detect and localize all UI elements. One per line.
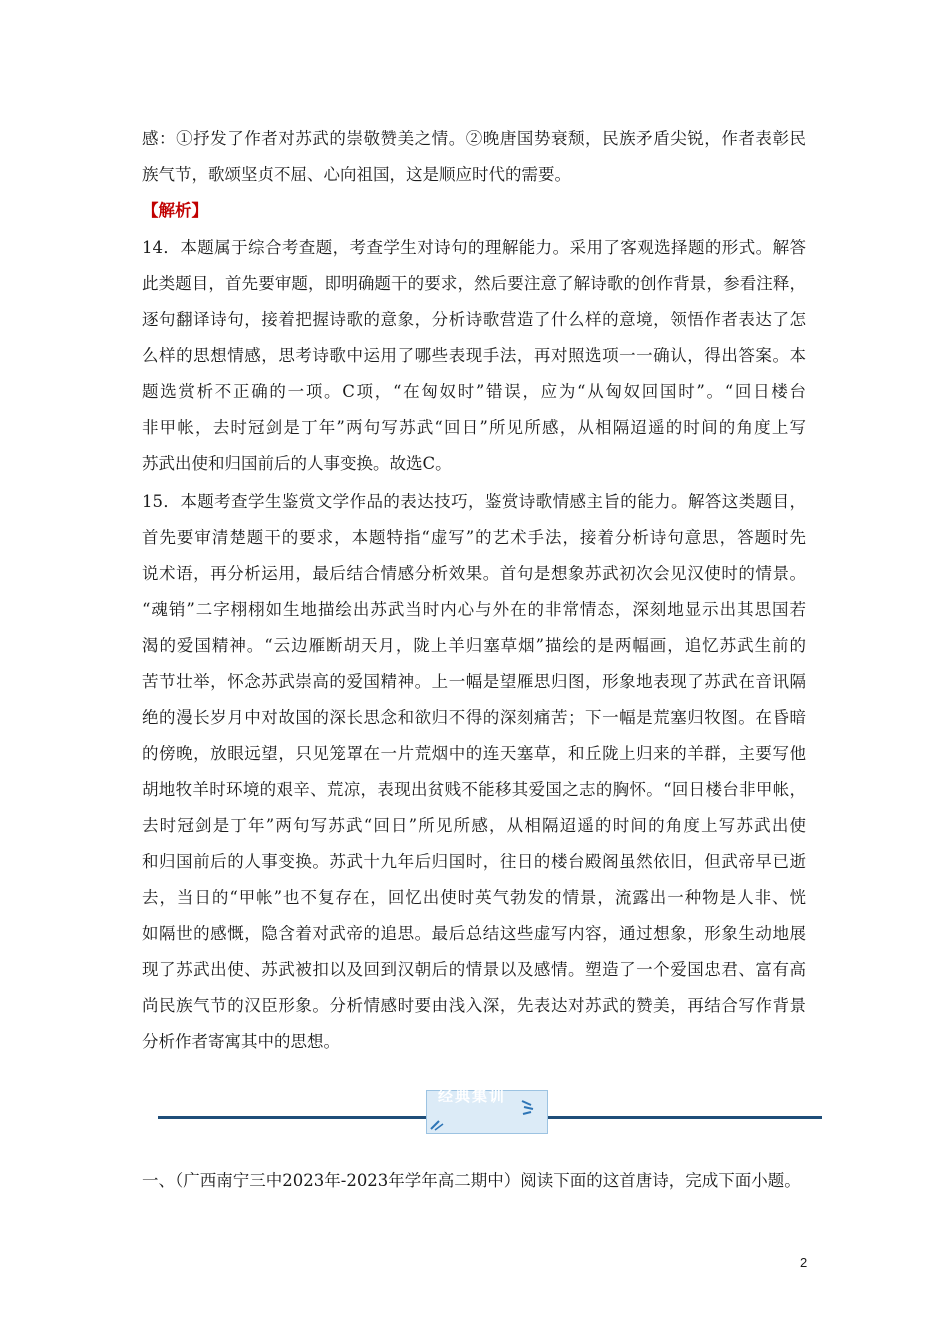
text-line: 么样的思想情感，思考诗歌中运用了哪些表现手法，再对照选项一一确认，得出答案。本: [142, 346, 806, 365]
text-line: 苏武出使和归国前后的人事变换。故选C。: [142, 454, 452, 473]
banner-label: 经典集训: [437, 1087, 506, 1105]
text-line: 胡地牧羊时环境的艰辛、荒凉，表现出贫贱不能移其爱国之志的胸怀。“回日楼台非甲帐，: [142, 780, 806, 799]
text-line: 分析作者寄寓其中的思想。: [142, 1032, 340, 1051]
text-line: 的傍晚，放眼远望，只见笼罩在一片荒烟中的连天塞草，和丘陇上归来的羊群，主要写他: [142, 744, 806, 763]
text-line: 绝的漫长岁月中对故国的深长思念和欲归不得的深刻痛苦；下一幅是荒塞归牧图。在昏暗: [142, 708, 806, 727]
section-banner: [158, 1087, 822, 1138]
banner-swoosh-icon: [519, 1097, 543, 1119]
text-line: 题选赏析不正确的一项。C项，“在匈奴时”错误，应为“从匈奴回国时”。“回日楼台: [142, 382, 806, 401]
text-line: 此类题目，首先要审题，即明确题干的要求，然后要注意了解诗歌的创作背景，参看注释，: [142, 274, 806, 293]
text-line: 逐句翻译诗句，接着把握诗歌的意象，分析诗歌营造了什么样的意境，领悟作者表达了怎: [142, 310, 806, 329]
text-line: 去时冠剑是丁年”两句写苏武“回日”所见所感，从相隔迢遥的时间的角度上写苏武出使: [142, 816, 806, 835]
text-line: 尚民族气节的汉臣形象。分析情感时要由浅入深，先表达对苏武的赞美，再结合写作背景: [142, 996, 806, 1015]
text-line: 族气节，歌颂坚贞不屈、心向祖国，这是顺应时代的需要。: [142, 165, 571, 184]
analysis-label: 【解析】: [142, 201, 208, 220]
text-line: 说术语，再分析运用，最后结合情感分析效果。首句是想象苏武初次会见汉使时的情景。: [142, 564, 806, 583]
text-line: 如隔世的感慨，隐含着对武帝的追思。最后总结这些虚写内容，通过想象，形象生动地展: [142, 924, 806, 943]
text-line: 非甲帐，去时冠剑是丁年”两句写苏武“回日”所见所感，从相隔迢遥的时间的角度上写: [142, 418, 806, 437]
text-line: 15．本题考查学生鉴赏文学作品的表达技巧，鉴赏诗歌情感主旨的能力。解答这类题目，: [142, 492, 806, 511]
section-one-text: 一、（广西南宁三中2023年-2023年学年高二期中）阅读下面的这首唐诗，完成下面小题。: [142, 1171, 801, 1190]
text-line: 现了苏武出使、苏武被扣以及回到汉朝后的情景以及感情。塑造了一个爱国忠君、富有高: [142, 960, 806, 979]
page-number: 2: [800, 1255, 808, 1270]
text-line: 渴的爱国精神。“云边雁断胡天月，陇上羊归塞草烟”描绘的是两幅画，追忆苏武生前的: [142, 636, 806, 655]
text-line: 苦节壮举，怀念苏武崇高的爱国精神。上一幅是望雁思归图，形象地表现了苏武在音讯隔: [142, 672, 806, 691]
text-line: 感：①抒发了作者对苏武的崇敬赞美之情。②晚唐国势衰颓，民族矛盾尖锐，作者表彰民: [142, 129, 806, 148]
text-line: 首先要审清楚题干的要求，本题特指“虚写”的艺术手法，接着分析诗句意思，答题时先: [142, 528, 806, 547]
text-line: 14．本题属于综合考查题，考查学生对诗句的理解能力。采用了客观选择题的形式。解答: [142, 238, 806, 257]
text-line: 和归国前后的人事变换。苏武十九年后归国时，往日的楼台殿阁虽然依旧，但武帝早已逝: [142, 852, 806, 871]
banner-box: [426, 1087, 548, 1134]
text-line: “魂销”二字栩栩如生地描绘出苏武当时内心与外在的非常情态，深刻地显示出其思国若: [142, 600, 806, 619]
text-line: 去，当日的“甲帐”也不复存在，回忆出使时英气勃发的情景，流露出一种物是人非、恍: [142, 888, 806, 907]
banner-corner-icon: [429, 1117, 447, 1131]
